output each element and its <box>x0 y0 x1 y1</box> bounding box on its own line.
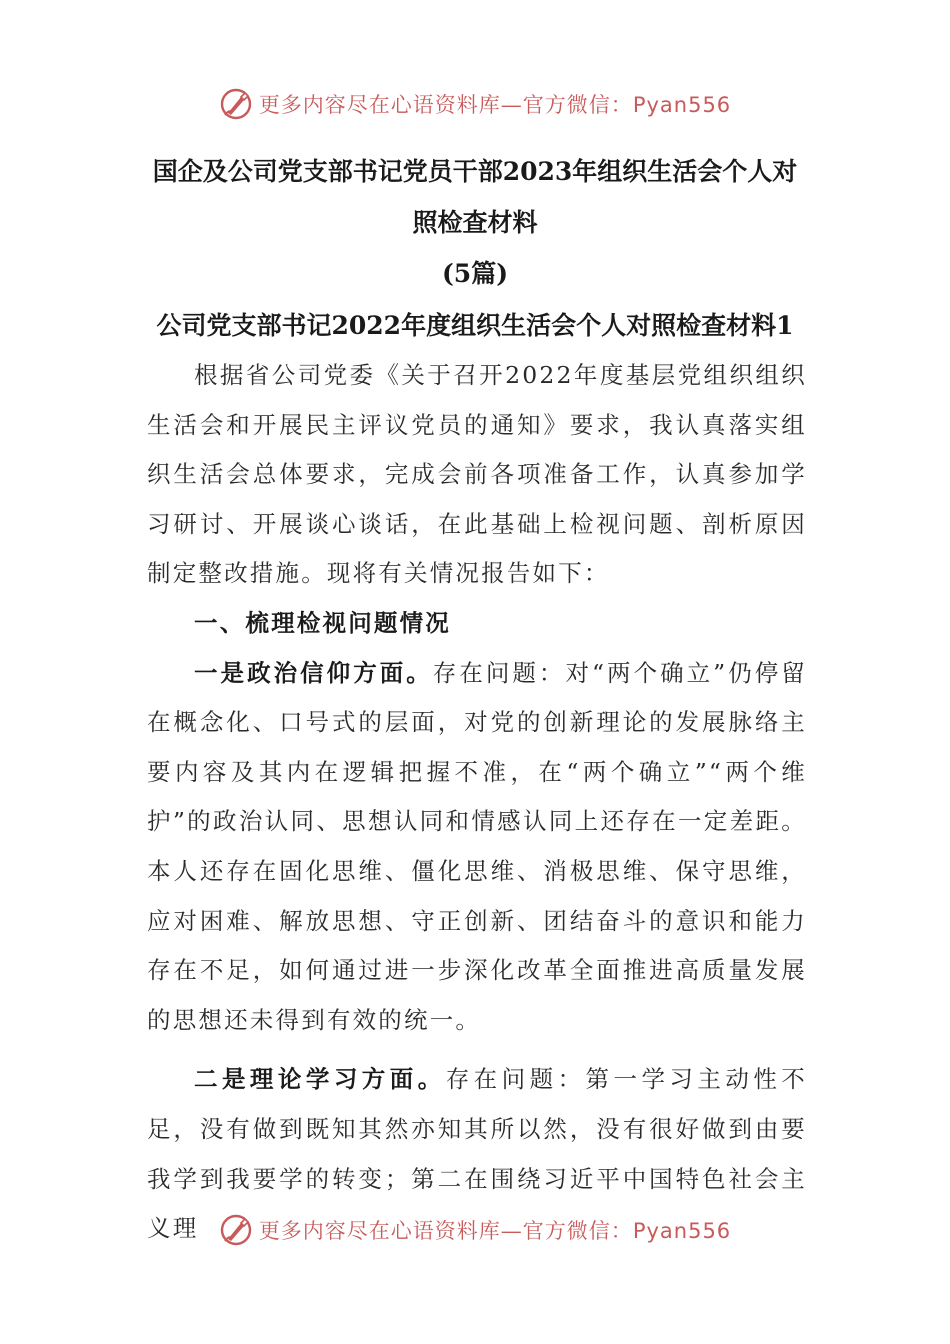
header-watermark <box>0 84 950 124</box>
document-body <box>147 351 807 1254</box>
watermark-text: 更多内容尽在心语资料库—官方微信：Pyan556 <box>258 93 732 117</box>
document-count: (5篇) <box>441 259 509 288</box>
pen-nib-logo-icon <box>219 87 253 121</box>
footer-watermark <box>0 1210 950 1250</box>
document-subtitle: 公司党支部书记2022年度组织生活会个人对照检查材料1 <box>156 311 794 340</box>
watermark-text: 更多内容尽在心语资料库—官方微信：Pyan556 <box>258 1219 732 1243</box>
section-heading: 一、梳理检视问题情况 <box>194 608 451 637</box>
item1-paragraph <box>147 649 807 1046</box>
document-title-line1: 国企及公司党支部书记党员干部2023年组织生活会个人对 <box>152 157 798 186</box>
watermark-handle: Pyan556 <box>632 93 732 117</box>
item2-text: 存在问题：第一学习主动性不足，没有做到既知其然亦知其所以然，没有很好做到由要我学到我要学的转变；第二在围绕习近平中国特色社会主义理 <box>147 1065 807 1243</box>
document-title-line2: 照检查材料 <box>412 208 538 237</box>
item1-text: 存在问题：对“两个确立”仍停留在概念化、口号式的层面，对党的创新理论的发展脉络主要内容及其内在逻辑把握不准，在“两个确立”“两个维护”的政治认同、思想认同和情感认同上还存在一定差距。本人还存在固化思维、僵化思维、消极思维、保守思维，应对困难、解放思想、守正创新、团结奋斗的意识和能力存在不足，如何通过进一步深化改革全面推进高质量发展的思想还未得到有效的统一。 <box>147 658 807 1034</box>
intro-paragraph: 根据省公司党委《关于召开2022年度基层党组织组织生活会和开展民主评议党员的通知》要求，我认真落实组织生活会总体要求，完成会前各项准备工作，认真参加学习研讨、开展谈心谈话，在此基础上检视问题、剖析原因制定整改措施。现将有关情况报告如下： <box>147 361 807 588</box>
item2-lead: 二是理论学习方面。 <box>194 1065 446 1094</box>
pen-nib-logo-icon <box>219 1213 253 1247</box>
item1-lead: 一是政治信仰方面。 <box>194 658 433 687</box>
watermark-handle: Pyan556 <box>632 1219 732 1243</box>
